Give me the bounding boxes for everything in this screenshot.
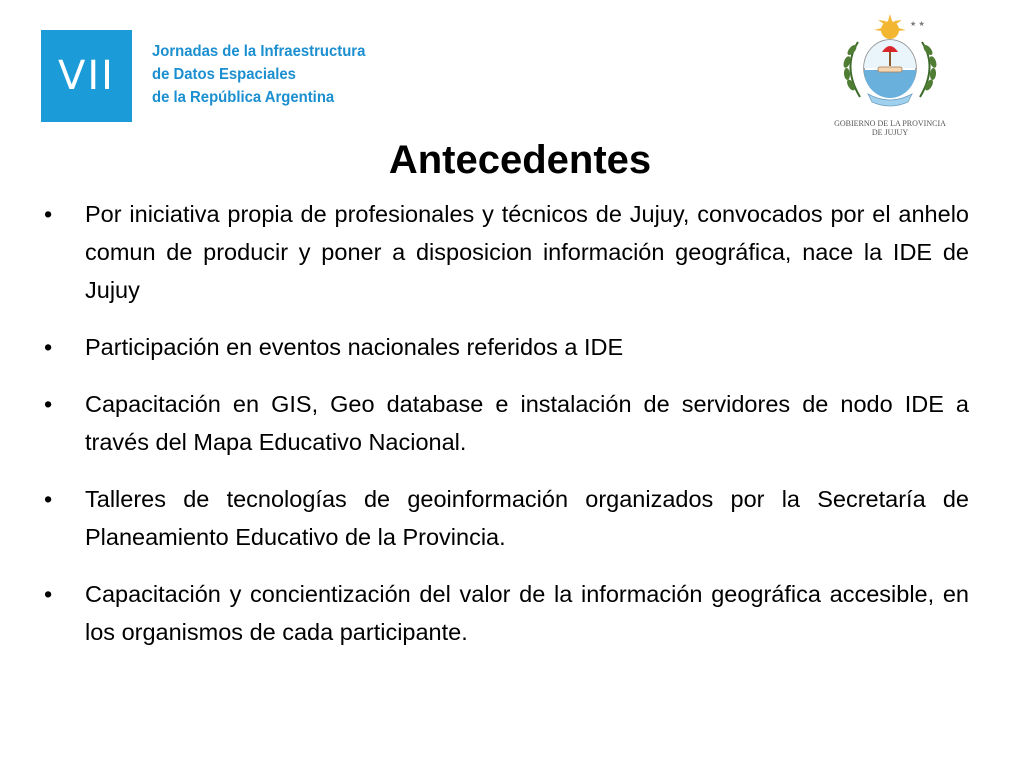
event-title: [152, 40, 381, 109]
bullet-item: • Capacitación en GIS, Geo database e instalación de servidores de nodo IDE a través del Mapa Educativo Nacional.: [44, 385, 969, 461]
slide-title: Antecedentes: [388, 138, 652, 182]
event-logo: [41, 30, 132, 122]
bullet-item: • Talleres de tecnologías de geoinformación organizados por la Secretaría de Planeamiento Educativo de la Provincia.: [44, 480, 969, 556]
bullet-list: [44, 195, 969, 670]
svg-text:★ ★: ★ ★: [910, 20, 925, 28]
jujuy-crest: [828, 12, 952, 142]
event-title-line: de Datos Espaciales: [152, 66, 296, 83]
bullet-item: • Capacitación y concientización del valor de la información geográfica accesible, en los organismos de cada participante.: [44, 575, 969, 651]
event-title-line: de la República Argentina: [152, 89, 335, 106]
crest-caption-line: DE JUJUY: [871, 128, 909, 137]
bullet-item: • Participación en eventos nacionales referidos a IDE: [44, 328, 969, 366]
crest-emblem-icon: [828, 12, 952, 117]
crest-caption-line: GOBIERNO DE LA PROVINCIA: [834, 119, 946, 128]
event-logo-text: VII: [58, 53, 115, 99]
bullet-item: • Por iniciativa propia de profesionales y técnicos de Jujuy, convocados por el anhelo comun de producir y poner a disposicion información geográfica, nace la IDE de Jujuy: [44, 195, 969, 309]
event-title-line: Jornadas de la Infraestructura: [152, 43, 366, 60]
